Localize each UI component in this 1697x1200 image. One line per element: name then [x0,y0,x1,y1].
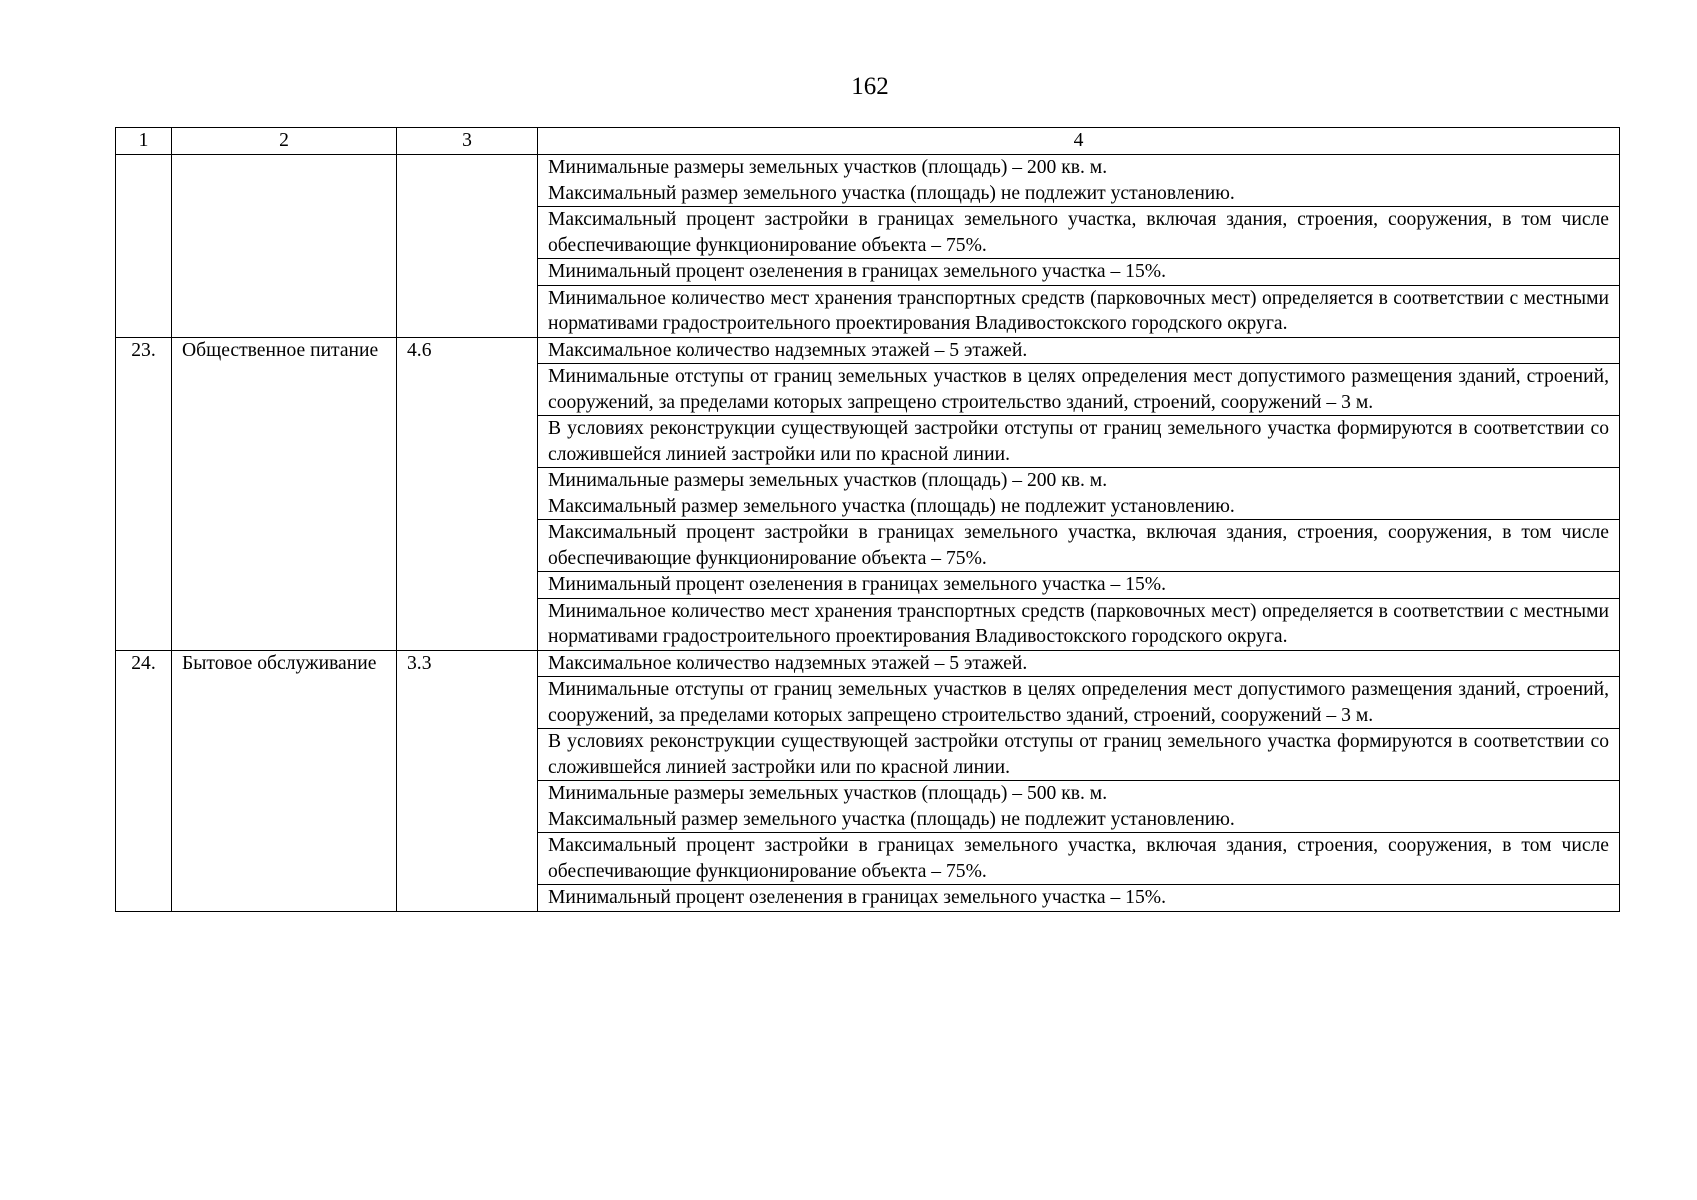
requirement-cell: Минимальные размеры земельных участков (площадь) – 500 кв. м. Максимальный размер земельного участка (площадь) не подлежит установлению. [538,781,1620,833]
table-row [116,650,1620,677]
column-number-row [116,128,1620,155]
table-body [116,155,1620,912]
requirement-cell: Минимальный процент озеленения в границах земельного участка – 15%. [538,259,1620,286]
requirement-cell: Минимальные размеры земельных участков (площадь) – 200 кв. м. Максимальный размер земельного участка (площадь) не подлежит установлению. [538,155,1620,207]
requirement-cell: Минимальное количество мест хранения транспортных средств (парковочных мест) определяется в соответствии с местными нормативами градостроительного проектирования Владивостокского городского округа. [538,598,1620,650]
entry-number-cell: 23. [116,337,172,650]
entry-code-cell: 3.3 [397,650,538,911]
entry-name-cell: Общественное питание [172,337,397,650]
entry-number-cell: 24. [116,650,172,911]
table-row [116,337,1620,364]
requirement-cell: Минимальное количество мест хранения транспортных средств (парковочных мест) определяется в соответствии с местными нормативами градостроительного проектирования Владивостокского городского округа. [538,285,1620,337]
requirement-cell: Максимальное количество надземных этажей – 5 этажей. [538,337,1620,364]
entry-code-cell: 4.6 [397,337,538,650]
column-number-4: 4 [538,128,1620,155]
requirement-cell: Минимальные отступы от границ земельных участков в целях определения мест допустимого размещения зданий, строений, сооружений, за пределами которых запрещено строительство зданий, строений, сооружений – 3 м. [538,677,1620,729]
entry-name-cell: Бытовое обслуживание [172,650,397,911]
entry-number-cell [116,155,172,338]
entry-code-cell [397,155,538,338]
column-number-2: 2 [172,128,397,155]
requirement-cell: Максимальный процент застройки в границах земельного участка, включая здания, строения, сооружения, в том числе обеспечивающие функционирование объекта – 75%. [538,520,1620,572]
requirement-cell: Минимальный процент озеленения в границах земельного участка – 15%. [538,572,1620,599]
column-number-3: 3 [397,128,538,155]
column-number-1: 1 [116,128,172,155]
requirement-cell: Минимальные размеры земельных участков (площадь) – 200 кв. м. Максимальный размер земельного участка (площадь) не подлежит установлению. [538,468,1620,520]
requirement-cell: В условиях реконструкции существующей застройки отступы от границ земельного участка формируются в соответствии со сложившейся линией застройки или по красной линии. [538,729,1620,781]
table-row [116,155,1620,207]
requirement-cell: Минимальный процент озеленения в границах земельного участка – 15%. [538,885,1620,912]
page-number: 162 [851,73,889,100]
requirement-cell: Максимальный процент застройки в границах земельного участка, включая здания, строения, сооружения, в том числе обеспечивающие функционирование объекта – 75%. [538,833,1620,885]
requirement-cell: В условиях реконструкции существующей застройки отступы от границ земельного участка формируются в соответствии со сложившейся линией застройки или по красной линии. [538,416,1620,468]
regulations-table [115,127,1620,912]
requirement-cell: Максимальный процент застройки в границах земельного участка, включая здания, строения, сооружения, в том числе обеспечивающие функционирование объекта – 75%. [538,207,1620,259]
requirement-cell: Максимальное количество надземных этажей – 5 этажей. [538,650,1620,677]
entry-name-cell [172,155,397,338]
requirement-cell: Минимальные отступы от границ земельных участков в целях определения мест допустимого размещения зданий, строений, сооружений, за пределами которых запрещено строительство зданий, строений, сооружений – 3 м. [538,364,1620,416]
